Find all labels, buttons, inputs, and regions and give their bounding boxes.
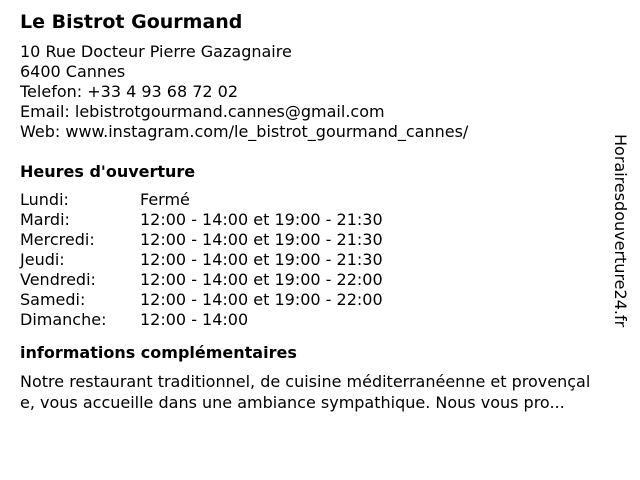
hours-row — [20, 230, 600, 250]
time-value: 12:00 - 14:00 et 19:00 - 22:00 — [140, 290, 383, 309]
hours-row — [20, 290, 600, 310]
hours-table — [20, 190, 600, 330]
day-label: Dimanche: — [20, 310, 107, 329]
time-value: 12:00 - 14:00 et 19:00 - 21:30 — [140, 230, 383, 249]
watermark-text: Horairesdouverture24.fr — [611, 134, 630, 328]
day-label: Mercredi: — [20, 230, 95, 249]
day-label: Vendredi: — [20, 270, 96, 289]
time-value: Fermé — [140, 190, 190, 209]
time-value: 12:00 - 14:00 et 19:00 - 22:00 — [140, 270, 383, 289]
hours-row — [20, 270, 600, 290]
day-label: Samedi: — [20, 290, 86, 309]
restaurant-name: Le Bistrot Gourmand — [20, 11, 243, 33]
info-description: Notre restaurant traditionnel, de cuisine méditerranéenne et provençale, vous accueille dans une ambiance sympathique. Nous vous pro... — [20, 372, 591, 412]
contact-block — [20, 42, 600, 142]
hours-row — [20, 210, 600, 230]
hours-title: Heures d'ouverture — [20, 162, 196, 181]
info-title: informations complémentaires — [20, 343, 297, 362]
hours-row — [20, 190, 600, 210]
time-value: 12:00 - 14:00 et 19:00 - 21:30 — [140, 210, 383, 229]
address-line-1: 10 Rue Docteur Pierre Gazagnaire — [20, 42, 292, 61]
time-value: 12:00 - 14:00 — [140, 310, 249, 329]
email-line[interactable]: Email: lebistrotgourmand.cannes@gmail.com — [20, 102, 385, 121]
day-label: Jeudi: — [20, 250, 65, 269]
hours-row — [20, 250, 600, 270]
address-line-2: 6400 Cannes — [20, 62, 126, 81]
restaurant-card — [20, 10, 600, 413]
web-line[interactable]: Web: www.instagram.com/le_bistrot_gourmand_cannes/ — [20, 122, 469, 141]
day-label: Mardi: — [20, 210, 70, 229]
day-label: Lundi: — [20, 190, 69, 209]
phone-line[interactable]: Telefon: +33 4 93 68 72 02 — [20, 82, 239, 101]
time-value: 12:00 - 14:00 et 19:00 - 21:30 — [140, 250, 383, 269]
hours-row — [20, 310, 600, 330]
